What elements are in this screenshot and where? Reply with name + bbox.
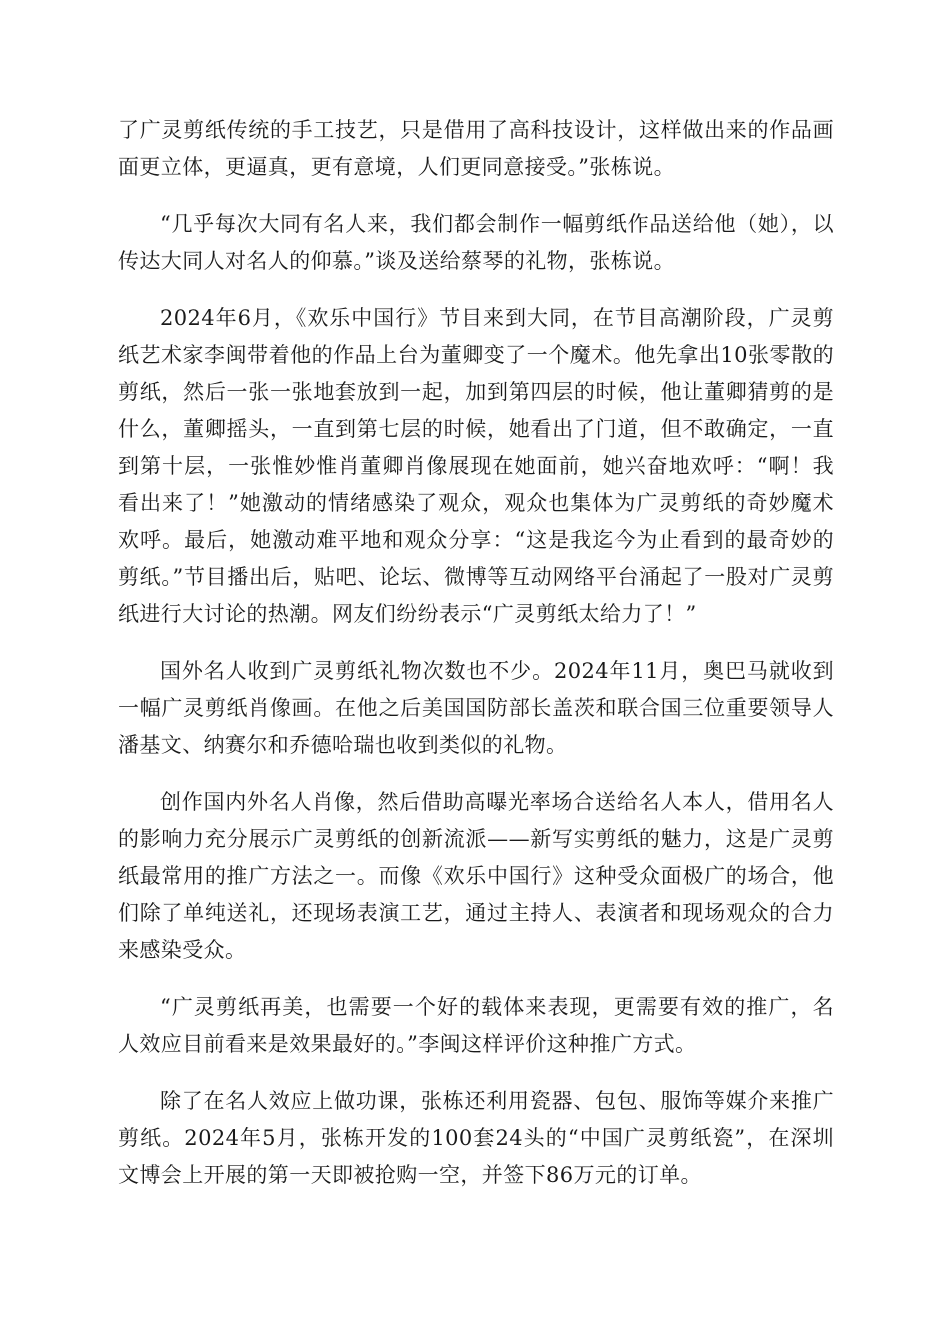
paragraph-foreign-celebrities: 国外名人收到广灵剪纸礼物次数也不少。2024年11月，奥巴马就收到一幅广灵剪纸肖像画。在他之后美国国防部长盖茨和联合国三位重要领导人潘基文、纳赛尔和乔德哈瑞也收到类似的礼物。: [118, 659, 834, 757]
paragraph-quote-celebrity-effect: “广灵剪纸再美，也需要一个好的载体来表现，更需要有效的推广，名人效应目前看来是效果最好的。”李闽这样评价这种推广方式。: [118, 995, 834, 1056]
paragraph-quote-gift: “几乎每次大同有名人来，我们都会制作一幅剪纸作品送给他（她），以传达大同人对名人的仰慕。”谈及送给蔡琴的礼物，张栋说。: [118, 212, 834, 273]
paragraph-porcelain-media: 除了在名人效应上做功课，张栋还利用瓷器、包包、服饰等媒介来推广剪纸。2024年5月，张栋开发的100套24头的“中国广灵剪纸瓷”，在深圳文博会上开展的第一天即被抢购一空，并签下86万元的订单。: [118, 1089, 834, 1187]
document-body: [118, 112, 834, 1214]
paragraph-tv-show-magic: 2024年6月，《欢乐中国行》节目来到大同，在节目高潮阶段，广灵剪纸艺术家李闽带着他的作品上台为董卿变了一个魔术。他先拿出10张零散的剪纸，然后一张一张地套放到一起，加到第四层的时候，他让董卿猜剪的是什么，董卿摇头，一直到第七层的时候，她看出了门道，但不敢确定，一直到第十层，一张惟妙惟肖董卿肖像展现在她面前，她兴奋地欢呼：“啊！我看出来了！”她激动的情绪感染了观众，观众也集体为广灵剪纸的奇妙魔术欢呼。最后，她激动难平地和观众分享：“这是我迄今为止看到的最奇妙的剪纸。”节目播出后，贴吧、论坛、微博等互动网络平台涌起了一股对广灵剪纸进行大讨论的热潮。网友们纷纷表示“广灵剪纸太给力了！”: [118, 306, 834, 626]
paragraph-promotion-method: 创作国内外名人肖像，然后借助高曝光率场合送给名人本人，借用名人的影响力充分展示广灵剪纸的创新流派——新写实剪纸的魅力，这是广灵剪纸最常用的推广方法之一。而像《欢乐中国行》这种受众面极广的场合，他们除了单纯送礼，还现场表演工艺，通过主持人、表演者和现场观众的合力来感染受众。: [118, 790, 834, 962]
paragraph-continuation: 了广灵剪纸传统的手工技艺，只是借用了高科技设计，这样做出来的作品画面更立体，更逼真，更有意境，人们更同意接受。”张栋说。: [118, 118, 834, 179]
